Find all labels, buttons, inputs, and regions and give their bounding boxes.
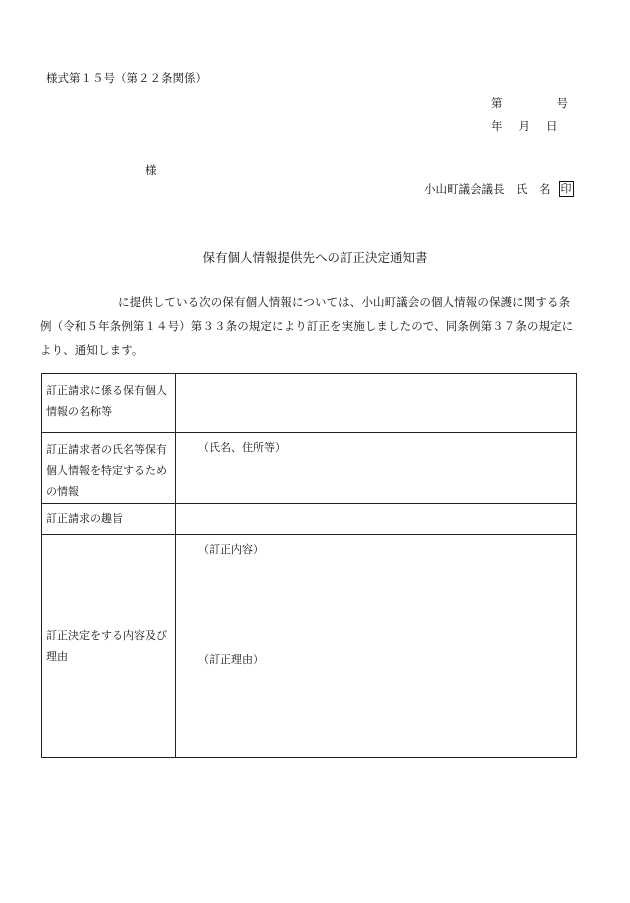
number-suffix: 号: [556, 96, 568, 110]
table-row: [42, 433, 577, 504]
row-value: （氏名、住所等）: [176, 433, 577, 504]
number-prefix: 第: [491, 96, 503, 110]
table-row: [42, 504, 577, 535]
table-row: [42, 535, 577, 758]
document-number-line: [491, 95, 568, 111]
row-value: [176, 374, 577, 433]
date-day: 日: [546, 119, 558, 133]
date-year: 年: [491, 119, 503, 133]
row-value: [176, 504, 577, 535]
row-label: 訂正請求者の氏名等保有個人情報を特定するための情報: [42, 433, 176, 504]
date-line: [491, 118, 558, 134]
correction-reason-label: （訂正理由）: [198, 653, 264, 666]
body-paragraph: に提供している次の保有個人情報については、小山町議会の個人情報の保護に関する条例（令和５年条例第１４号）第３３条の規定により訂正を実施しましたので、同条例第３７条の規定により、通知します。: [40, 295, 574, 357]
row-label: 訂正請求に係る保有個人情報の名称等: [42, 374, 176, 433]
addressee: 様: [145, 163, 157, 177]
document-title: 保有個人情報提供先への訂正決定通知書: [202, 250, 428, 265]
date-month: 月: [518, 119, 530, 133]
sender-line: [424, 181, 574, 197]
row-label: 訂正決定をする内容及び理由: [42, 535, 176, 758]
form-number: 様式第１５号（第２２条関係）: [46, 71, 207, 85]
sender-title: 小山町議会議長 氏 名: [424, 182, 551, 196]
row-value: [176, 535, 577, 758]
info-table: [41, 373, 577, 758]
seal-mark: 印: [560, 182, 572, 195]
correction-content-label: （訂正内容）: [198, 543, 264, 556]
row-label: 訂正請求の趣旨: [42, 504, 176, 535]
table-row: [42, 374, 577, 433]
